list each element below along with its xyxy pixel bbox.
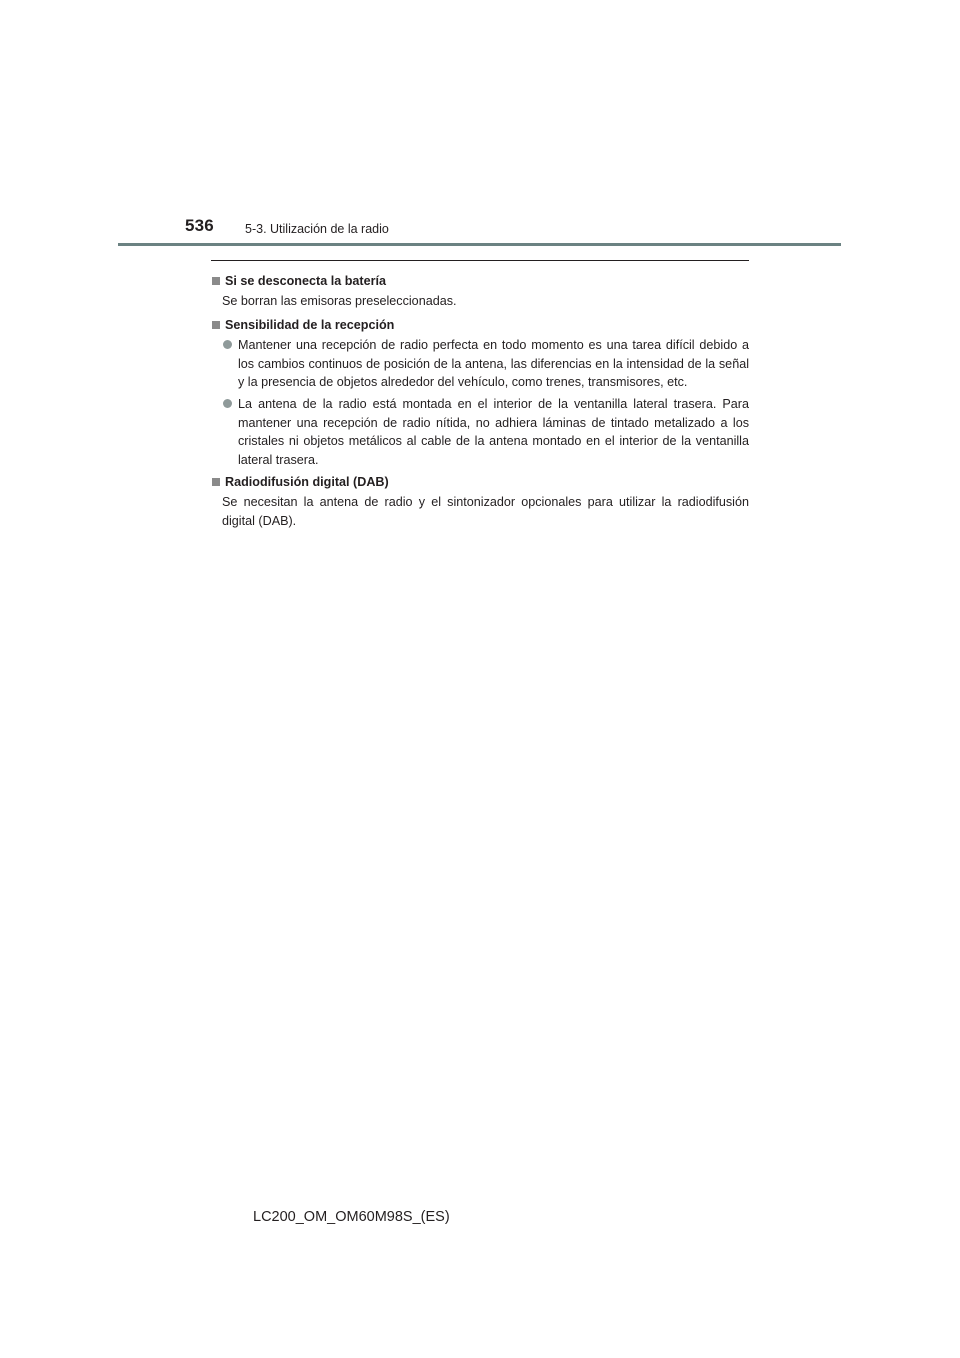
- section-heading: [211, 473, 749, 491]
- section-heading: [211, 316, 749, 334]
- section-heading: [211, 272, 749, 290]
- page-number: 536: [185, 216, 214, 235]
- header-rule: [118, 243, 841, 246]
- list-item: [211, 336, 749, 391]
- circle-bullet-icon: [223, 340, 232, 349]
- content: [211, 270, 749, 535]
- square-bullet-icon: [212, 321, 220, 329]
- list-item-text: La antena de la radio está montada en el interior de la ventanilla lateral trasera. Para mantener una recepción de radio nítida, no adhiera láminas de tintado metalizado a los cristales ni objetos metálicos al cable de la antena montado en el interior de la ventanilla lateral trasera.: [238, 397, 749, 467]
- content-rule: [211, 260, 749, 261]
- heading-text: Radiodifusión digital (DAB): [225, 475, 389, 490]
- circle-bullet-icon: [223, 399, 232, 408]
- section-title: 5-3. Utilización de la radio: [245, 222, 389, 236]
- square-bullet-icon: [212, 277, 220, 285]
- heading-text: Si se desconecta la batería: [225, 274, 387, 288]
- list-item-text: Mantener una recepción de radio perfecta en todo momento es una tarea difícil debido a los cambios continuos de posición de la antena, las diferencias en la intensidad de la señal y la presencia de objetos alrededor del vehículo, como trenes, transmisores, etc.: [238, 338, 749, 390]
- square-bullet-icon: [212, 478, 220, 486]
- footer-doc-code: LC200_OM_OM60M98S_(ES): [253, 1209, 450, 1225]
- list-item: [211, 395, 749, 469]
- section-text: Se necesitan la antena de radio y el sintonizador opcionales para utilizar la radiodifusión digital (DAB).: [222, 495, 749, 528]
- section-text: Se borran las emisoras preseleccionadas.: [222, 294, 457, 309]
- heading-text: Sensibilidad de la recepción: [225, 317, 395, 332]
